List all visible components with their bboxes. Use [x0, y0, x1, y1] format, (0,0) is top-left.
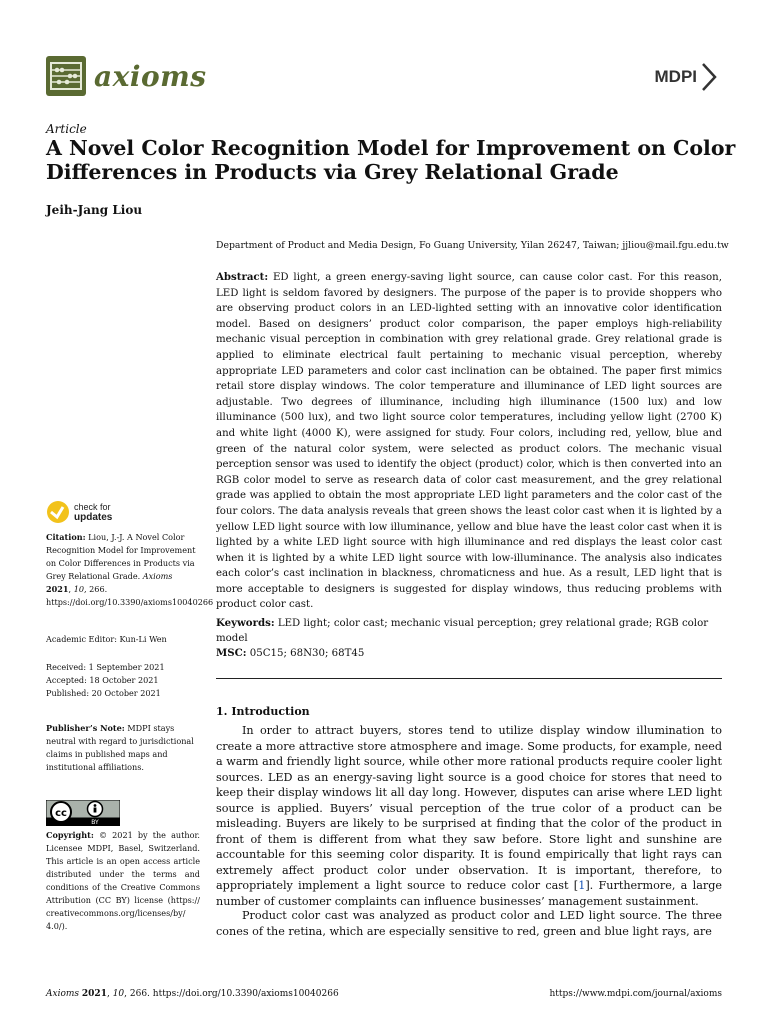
footer-doi[interactable]: , 266. https://doi.org/10.3390/axioms10040266: [124, 989, 339, 999]
publication-dates: [46, 661, 200, 700]
journal-logo[interactable]: [46, 56, 207, 96]
publisher-logo[interactable]: [655, 62, 719, 92]
abstract: [216, 270, 722, 613]
publisher-note-text: MDPI stays neutral with regard to jurisdictional claims in published maps and institutional affiliations.: [46, 723, 194, 772]
svg-text:cc: cc: [55, 808, 67, 819]
keywords: [216, 616, 722, 646]
footer-journal: Axioms: [46, 989, 80, 999]
check-line-1: check for: [74, 501, 111, 512]
msc-codes: [216, 647, 364, 659]
reference-link[interactable]: 1: [578, 879, 586, 892]
abacus-logo-icon: [46, 56, 86, 96]
citation-text: Liou, J.-J. A Novel Color Recognition Model for Improvement on Color Differences in Products via Grey Relational Grade.: [46, 532, 196, 581]
intro-paragraph-2: Product color cast was analyzed as product color and LED light source. The three cones of the retina, which are especially sensitive to red, green and blue light rays, are: [216, 909, 722, 938]
abstract-label: Abstract:: [216, 271, 269, 283]
academic-editor: Academic Editor: Kun-Li Wen: [46, 634, 167, 644]
cc-by-label: BY: [91, 819, 99, 826]
citation-label: Citation:: [46, 532, 86, 542]
check-line-2: updates: [74, 511, 113, 523]
paragraph-text: In order to attract buyers, stores tend to utilize display window illumination to create a more attractive store atmosphere and image. Some products, for example, need a warm and friendly light source, while other more rational products require cooler light sources. LED as an energy-saving light source is a good choice for stores that need to keep their display windows lit all day long. However, disputes can arise where LED light source is applied. Buyers’ visual perception of the true color of a product can be misleading. Buyers are likely to be surprised at finding that the color of the product in front of them is different from what they saw before. Store light and sunshine are accountable for this seeming color disparity. It is found empirically that light rays can extremely affect product color under observation. It is important, therefore, to appropriately implement a light source to reduce color cast [: [216, 724, 722, 892]
journal-name: axioms: [94, 59, 207, 93]
paragraph-text: ]. Furthermore, a large number of customer complaints can influence businesses’ management sustainment.: [216, 879, 722, 908]
copyright-text: © 2021 by the author. Licensee MDPI, Basel, Switzerland. This article is an open access article distributed under the terms and conditions of the Creative Commons Attribution (CC BY) license (https:// creativecommons.org/licenses/by/ 4.0/).: [46, 830, 201, 931]
footer-volume: 10: [112, 989, 125, 999]
citation-doi[interactable]: , 266. https://doi.org/10.3390/axioms10040266: [46, 584, 214, 607]
publisher-note-label: Publisher’s Note:: [46, 723, 125, 733]
footer-journal-url[interactable]: https://www.mdpi.com/journal/axioms: [549, 989, 722, 999]
check-updates-icon: [46, 500, 70, 524]
keywords-label: Keywords:: [216, 617, 275, 629]
author-name: Jeih-Jang Liou: [46, 203, 143, 217]
received-date: Received: 1 September 2021: [46, 662, 165, 672]
accepted-date: Accepted: 18 October 2021: [46, 675, 159, 685]
cc-by-license-icon[interactable]: [46, 800, 120, 826]
copyright-notice: [46, 829, 200, 933]
copyright-label: Copyright:: [46, 830, 94, 840]
citation-year: 2021: [46, 584, 69, 594]
footer-year: 2021: [81, 989, 107, 999]
check-for-updates-badge[interactable]: [46, 500, 112, 524]
mdpi-mark-icon: [700, 62, 718, 92]
published-date: Published: 20 October 2021: [46, 688, 161, 698]
section-heading: 1. Introduction: [216, 705, 310, 718]
msc-label: MSC:: [216, 647, 247, 659]
publisher-name: MDPI: [654, 67, 697, 86]
article-type: Article: [46, 122, 87, 136]
section-divider: [216, 678, 722, 679]
footer-citation: Axioms 2021, 10, 266. https://doi.org/10.3390/axioms10040266: [46, 989, 339, 999]
citation-journal: Axioms: [142, 571, 173, 581]
citation-block: Citation: Liou, J.-J. A Novel Color Recognition Model for Improvement on Color Differences in Products via Grey Relational Grade. Axioms 2021, 10, 266. https://doi.org/10.3390/axioms10040266: [46, 532, 214, 607]
keywords-text: LED light; color cast; mechanic visual perception; grey relational grade; RGB color model: [216, 618, 709, 644]
affiliation: Department of Product and Media Design, Fo Guang University, Yilan 26247, Taiwan; jjliou@mail.fgu.edu.tw: [216, 240, 729, 251]
msc-text: 05C15; 68N30; 68T45: [249, 648, 365, 659]
intro-paragraph-1: [216, 723, 722, 909]
publisher-note: [46, 722, 200, 774]
citation-volume: 10: [73, 584, 84, 594]
abstract-text: ED light, a green energy-saving light source, can cause color cast. For this reason, LED light is seldom favored by designers. The purpose of the paper is to provide shoppers who are observing product colors in an LED-lighted setting with an innovative color identification model. Based on designers’ product color comparison, the paper employs high-reliability mechanic visual perception in combination with grey relational grade. Grey relational grade is applied to eliminate electrical fault pertaining to mechanic visual perception, whereby appropriate LED parameters and color cast inclination can be obtained. The paper first mimics retail store display windows. The color temperature and illuminance of LED light sources are adjustable. Two degrees of illuminance, including high illuminance (1500 lux) and low illuminance (500 lux), and two light source color temperatures, including yellow light (2700 K) and white light (4000 K), were assigned for study. Four colors, including red, yellow, blue and green of the natural color system, were selected as product colors. The mechanic visual perception sensor was used to identify the object (product) color, which is then converted into an RGB color model to serve as research data of color cast measurement, and the grey relational grade was applied to obtain the most appropriate LED light parameters and the color cast of the four colors. The data analysis reveals that green shows the least color cast when it is lighted by a yellow LED light source with low illuminance, yellow and blue have the least color cast when it is lighted by a white LED light source with high illuminance and red displays the least color cast when it is lighted by a white LED light source with low-illuminance. The analysis also indicates each color’s cast inclination in blackness, chromaticness and hue. As a result, LED light that is more acceptable to designers is suggested for display windows, thus reducing problems with product color cast.: [216, 272, 722, 611]
paper-title: A Novel Color Recognition Model for Improvement on Color Differences in Products via Grey Relational Grade: [46, 136, 736, 184]
